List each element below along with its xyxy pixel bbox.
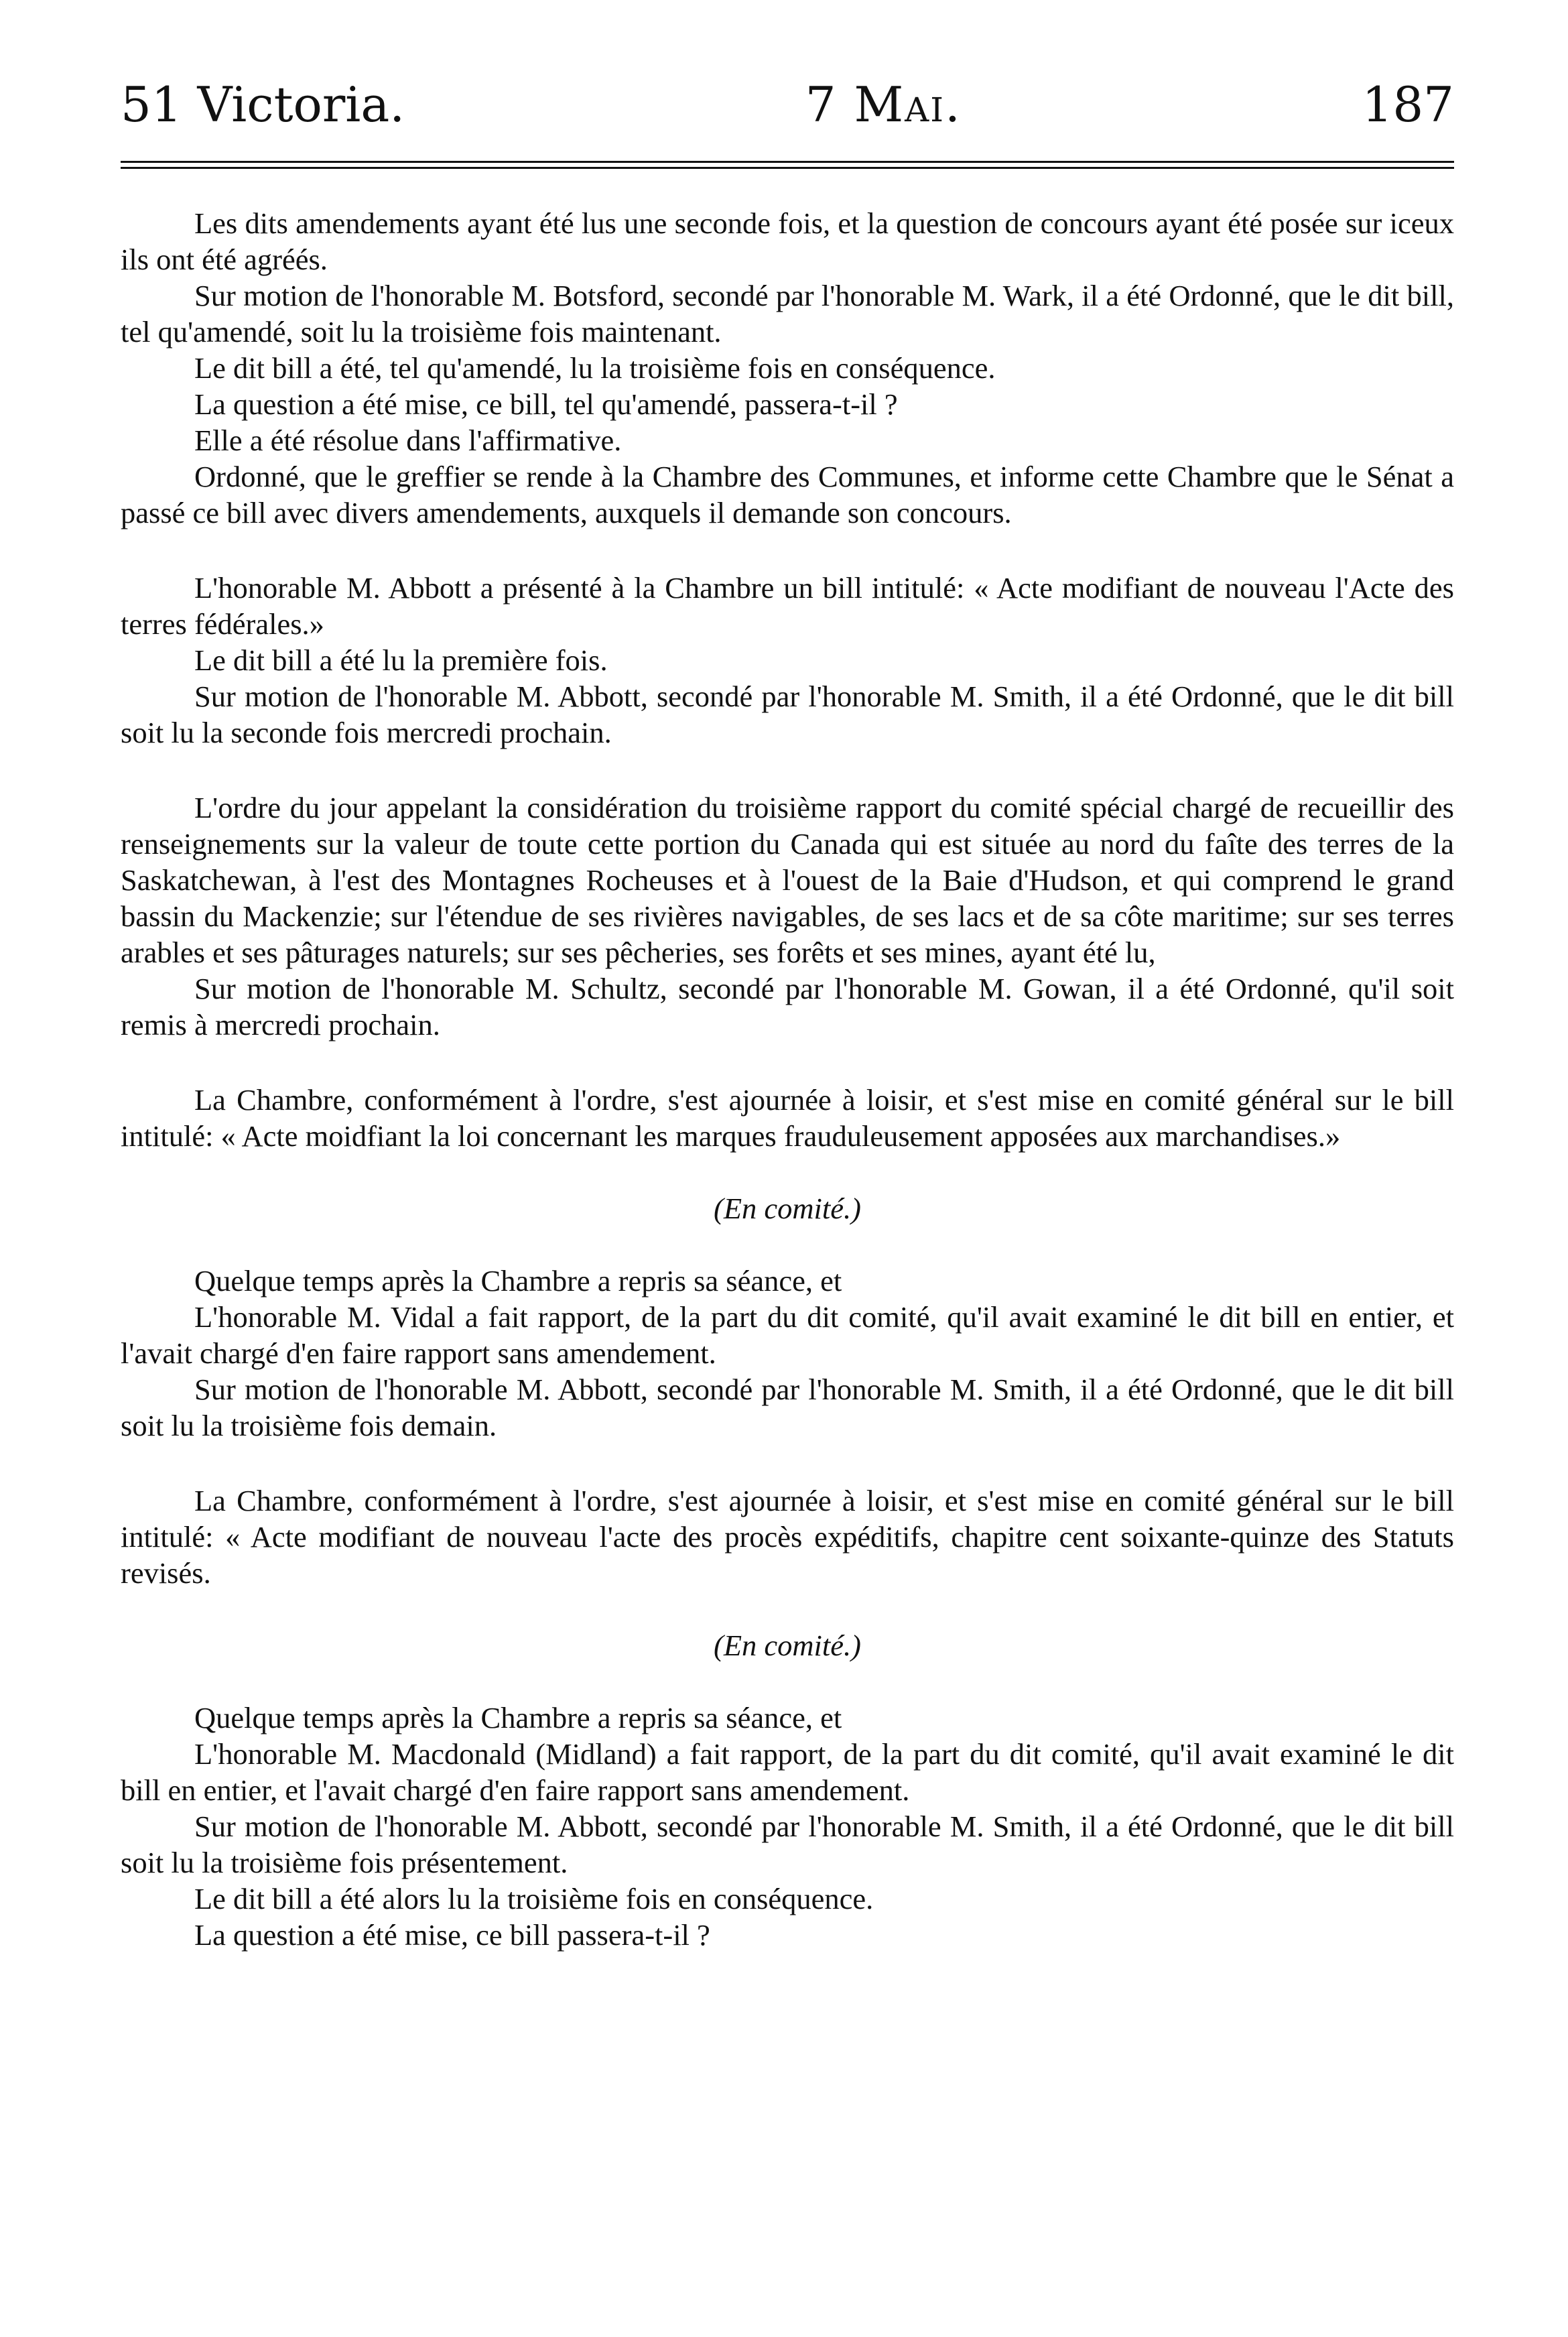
page-number: 187 [1362,76,1454,133]
header-rule [121,161,1454,163]
paragraph: L'ordre du jour appelant la considération du troisième rapport du comité spécial chargé de recueillir des renseignements sur la valeur de toute cette portion du Canada qui est située au nord du faîte des terres de la Saskatchewan, à l'est des Montagnes Rocheuses et à l'ouest de la Baie d'Hudson, et qui comprend le grand bassin du Mackenzie; sur l'étendue de ses rivières navigables, de ses lacs et de sa côte maritime; sur ses terres arables et ses pâturages naturels; sur ses pêcheries, ses forêts et ses mines, ayant été lu, [121,791,1454,969]
document-page [121,76,1454,1953]
paragraph: Sur motion de l'honorable M. Botsford, secondé par l'honorable M. Wark, il a été Ordonné, que le dit bill, tel qu'amendé, soit lu la troisième fois maintenant. [121,279,1454,349]
paragraph: L'honorable M. Vidal a fait rapport, de la part du dit comité, qu'il avait examiné le dit bill en entier, et l'avait chargé d'en faire rapport sans amendement. [121,1300,1454,1370]
section-gap [121,751,1454,789]
paragraph: Sur motion de l'honorable M. Abbott, secondé par l'honorable M. Smith, il a été Ordonné, que le dit bill soit lu la troisième fois demain. [121,1373,1454,1442]
paragraph: Ordonné, que le greffier se rende à la Chambre des Communes, et informe cette Chambre que le Sénat a passé ce bill avec divers amendements, auxquels il demande son concours. [121,460,1454,529]
paragraph: Le dit bill a été alors lu la troisième fois en conséquence. [194,1882,874,1915]
paragraph: Les dits amendements ayant été lus une seconde fois, et la question de concours ayant été posée sur iceux ils ont été agréés. [121,206,1454,276]
paragraph: Le dit bill a été lu la première fois. [194,643,608,677]
paragraph: La question a été mise, ce bill passera-t-il ? [194,1918,710,1952]
section-gap [121,531,1454,570]
paragraph: Le dit bill a été, tel qu'amendé, lu la troisième fois en conséquence. [194,351,996,385]
paragraph: Quelque temps après la Chambre a repris sa séance, et [194,1264,842,1298]
paragraph: La question a été mise, ce bill, tel qu'amendé, passera-t-il ? [194,387,898,421]
header-rule-double [121,167,1454,169]
paragraph: Sur motion de l'honorable M. Abbott, secondé par l'honorable M. Smith, il a été Ordonné, que le dit bill soit lu la troisième fois présentement. [121,1810,1454,1879]
paragraph: Sur motion de l'honorable M. Abbott, secondé par l'honorable M. Smith, il a été Ordonné, que le dit bill soit lu la seconde fois mercredi prochain. [121,680,1454,749]
paragraph: L'honorable M. Macdonald (Midland) a fait rapport, de la part du dit comité, qu'il avait examiné le dit bill en entier, et l'avait chargé d'en faire rapport sans amendement. [121,1737,1454,1807]
section-gap [121,1043,1454,1082]
paragraph: La Chambre, conformément à l'ordre, s'est ajournée à loisir, et s'est mise en comité général sur le bill intitulé: « Acte moidfiant la loi concernant les marques frauduleusement apposées aux marchandises.» [121,1083,1454,1153]
section-gap [121,1444,1454,1482]
header-date: 7 Mai. [805,76,962,133]
paragraph: L'honorable M. Abbott a présenté à la Chambre un bill intitulé: « Acte modifiant de nouveau l'Acte des terres fédérales.» [121,571,1454,641]
committee-heading: (En comité.) [714,1192,861,1225]
paragraph: Elle a été résolue dans l'affirmative. [194,424,622,457]
page-header [121,76,1454,142]
paragraph: La Chambre, conformément à l'ordre, s'est ajournée à loisir, et s'est mise en comité général sur le bill intitulé: « Acte modifiant de nouveau l'acte des procès expéditifs, chapitre cent soixante-quinze des Statuts revisés. [121,1484,1454,1590]
header-session: 51 Victoria. [121,76,405,133]
paragraph: Quelque temps après la Chambre a repris sa séance, et [194,1701,842,1734]
committee-heading: (En comité.) [714,1629,861,1662]
paragraph: Sur motion de l'honorable M. Schultz, secondé par l'honorable M. Gowan, il a été Ordonné, qu'il soit remis à mercredi prochain. [121,972,1454,1041]
document-body [121,205,1454,1953]
